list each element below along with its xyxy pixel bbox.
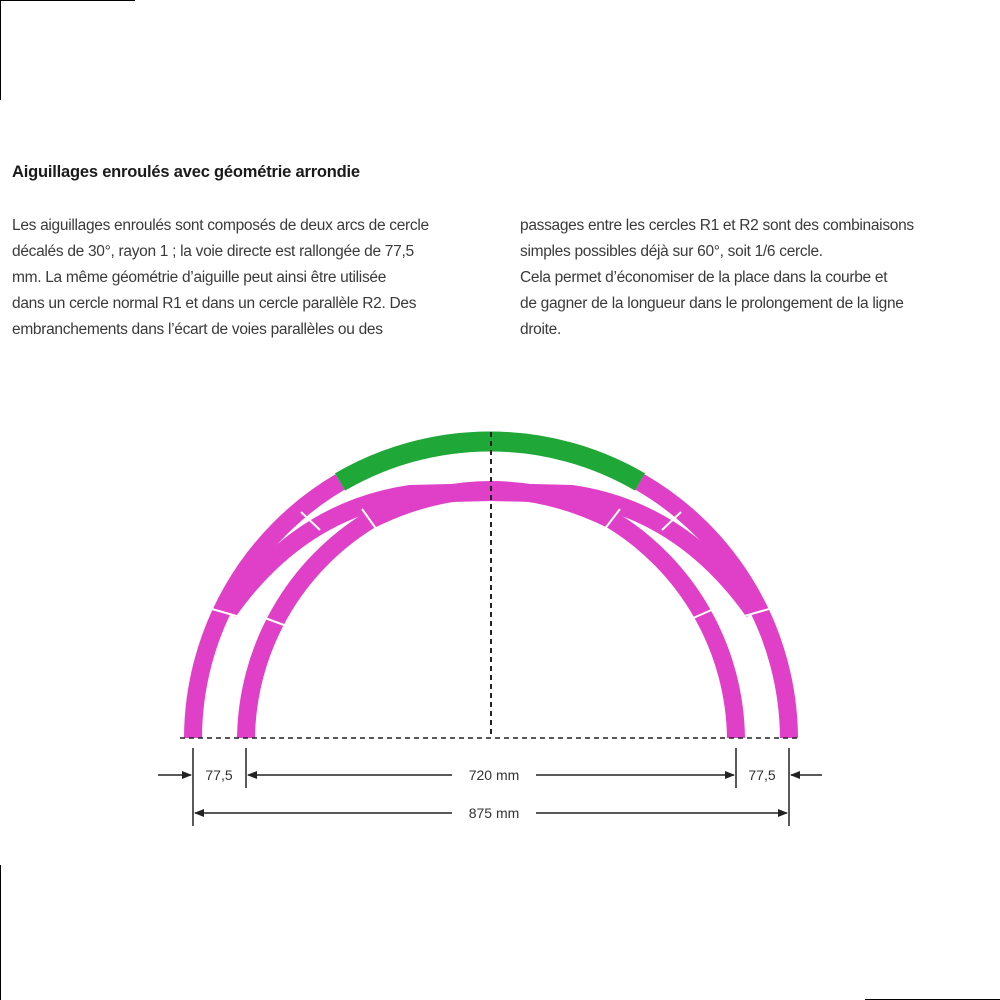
text-line: de gagner de la longueur dans le prolongement de la ligne <box>520 295 904 312</box>
text-line: dans un cercle normal R1 et dans un cercle parallèle R2. Des <box>12 295 417 312</box>
inner-span-label: 720 mm <box>468 767 520 783</box>
text-line: Les aiguillages enroulés sont composés de deux arcs de cercle <box>12 217 429 234</box>
text-line: mm. La même géométrie d’aiguille peut ainsi être utilisée <box>12 269 387 286</box>
text-line: Cela permet d’économiser de la place dans la courbe et <box>520 269 888 286</box>
text-line: simples possibles déjà sur 60°, soit 1/6 cercle. <box>520 243 823 260</box>
total-span-label: 875 mm <box>468 805 520 821</box>
right-offset-label: 77,5 <box>748 767 776 783</box>
left-offset-label: 77,5 <box>205 767 233 783</box>
text-line: décalés de 30°, rayon 1 ; la voie directe est rallongée de 77,5 <box>12 243 414 260</box>
text-line: embranchements dans l’écart de voies parallèles ou des <box>12 321 383 338</box>
text-line: droite. <box>520 321 561 338</box>
section-heading: Aiguillages enroulés avec géométrie arrondie <box>12 163 360 181</box>
text-line: passages entre les cercles R1 et R2 sont des combinaisons <box>520 217 914 234</box>
